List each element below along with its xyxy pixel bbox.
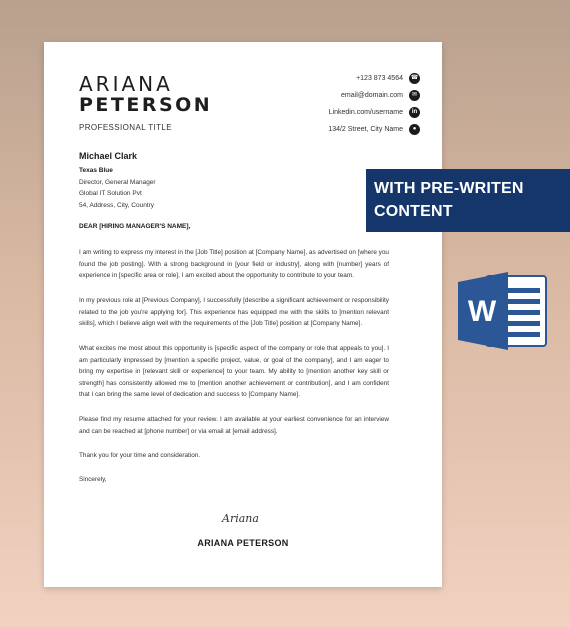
salutation: DEAR [HIRING MANAGER'S NAME], xyxy=(79,223,191,230)
email-icon: ✉ xyxy=(409,90,420,101)
recipient-address: 54, Address, City, Country xyxy=(79,201,155,209)
contact-address-text: 134/2 Street, City Name xyxy=(328,125,403,133)
signature-name: ARIANA PETERSON xyxy=(197,538,289,548)
letter-sign-off: Sincerely, xyxy=(79,476,107,483)
professional-title: PROFESSIONAL TITLE xyxy=(79,123,173,132)
letter-paragraph: What excites me most about this opportunity is [specific aspect of the company or role that appeals to you]. I am particularly impressed by [mention a specific project, value, or goal of the company], and I am eager to bring my expertise in [relevant skill or experience] to your team. My ability to [mention another key skill or strength] has consistently allowed me to [mention another achievement or contribution], and I am confident that I can bring the same level of dedication and success to [Company Name]. xyxy=(79,345,389,398)
contact-phone-text: +123 873 4564 xyxy=(356,74,403,82)
letter-paragraph: Please find my resume attached for your review. I am available at your earliest convenience for an interview and can be reached at [phone number] or via email at [email address]. xyxy=(79,416,389,435)
letter-paragraph: I am writing to express my interest in the [Job Title] position at [Company Name], as advertised on [where you found the job posting]. With a strong background in [your field or industry], along with [number] years of experience in [specific area or role], I am excited about the opportunity to contribute to your team. xyxy=(79,249,389,279)
word-icon-letter: W xyxy=(467,295,497,328)
recipient-role: Director, General Manager xyxy=(79,178,156,186)
recipient-name: Michael Clark xyxy=(79,151,138,161)
applicant-last-name: PETERSON xyxy=(79,94,213,116)
letter-paragraph: In my previous role at [Previous Company], I successfully [describe a significant achievement or responsibility related to the job you're applying for]. This experience has equipped me with the skills to [mention relevant skills], which I believe align well with the requirements of the [Job Title] position at [Company Name]. xyxy=(79,297,389,327)
contact-linkedin-text: Linkedin.com/username xyxy=(328,108,403,116)
letter-closing-thanks: Thank you for your time and consideration. xyxy=(79,452,201,459)
pre-written-content-banner xyxy=(366,169,570,232)
recipient-organization: Global IT Solution Pvt xyxy=(79,190,142,197)
contact-email xyxy=(341,89,420,101)
recipient-block xyxy=(79,150,156,211)
cover-letter-page xyxy=(44,42,442,587)
word-icon xyxy=(458,272,548,350)
banner-line-1: WITH PRE-WRITEN xyxy=(374,180,524,197)
contact-email-text: email@domain.com xyxy=(341,91,403,99)
handwritten-signature: Ariana xyxy=(222,512,259,525)
banner-line-2: CONTENT xyxy=(374,203,453,220)
linkedin-icon: in xyxy=(409,107,420,118)
phone-icon: ☎ xyxy=(409,73,420,84)
applicant-first-name: ARIANA xyxy=(79,72,173,96)
contact-address xyxy=(328,123,420,135)
contact-linkedin xyxy=(329,106,420,118)
location-icon: ● xyxy=(409,124,420,135)
recipient-company: Texas Blue xyxy=(79,167,113,174)
contact-phone xyxy=(356,72,420,84)
